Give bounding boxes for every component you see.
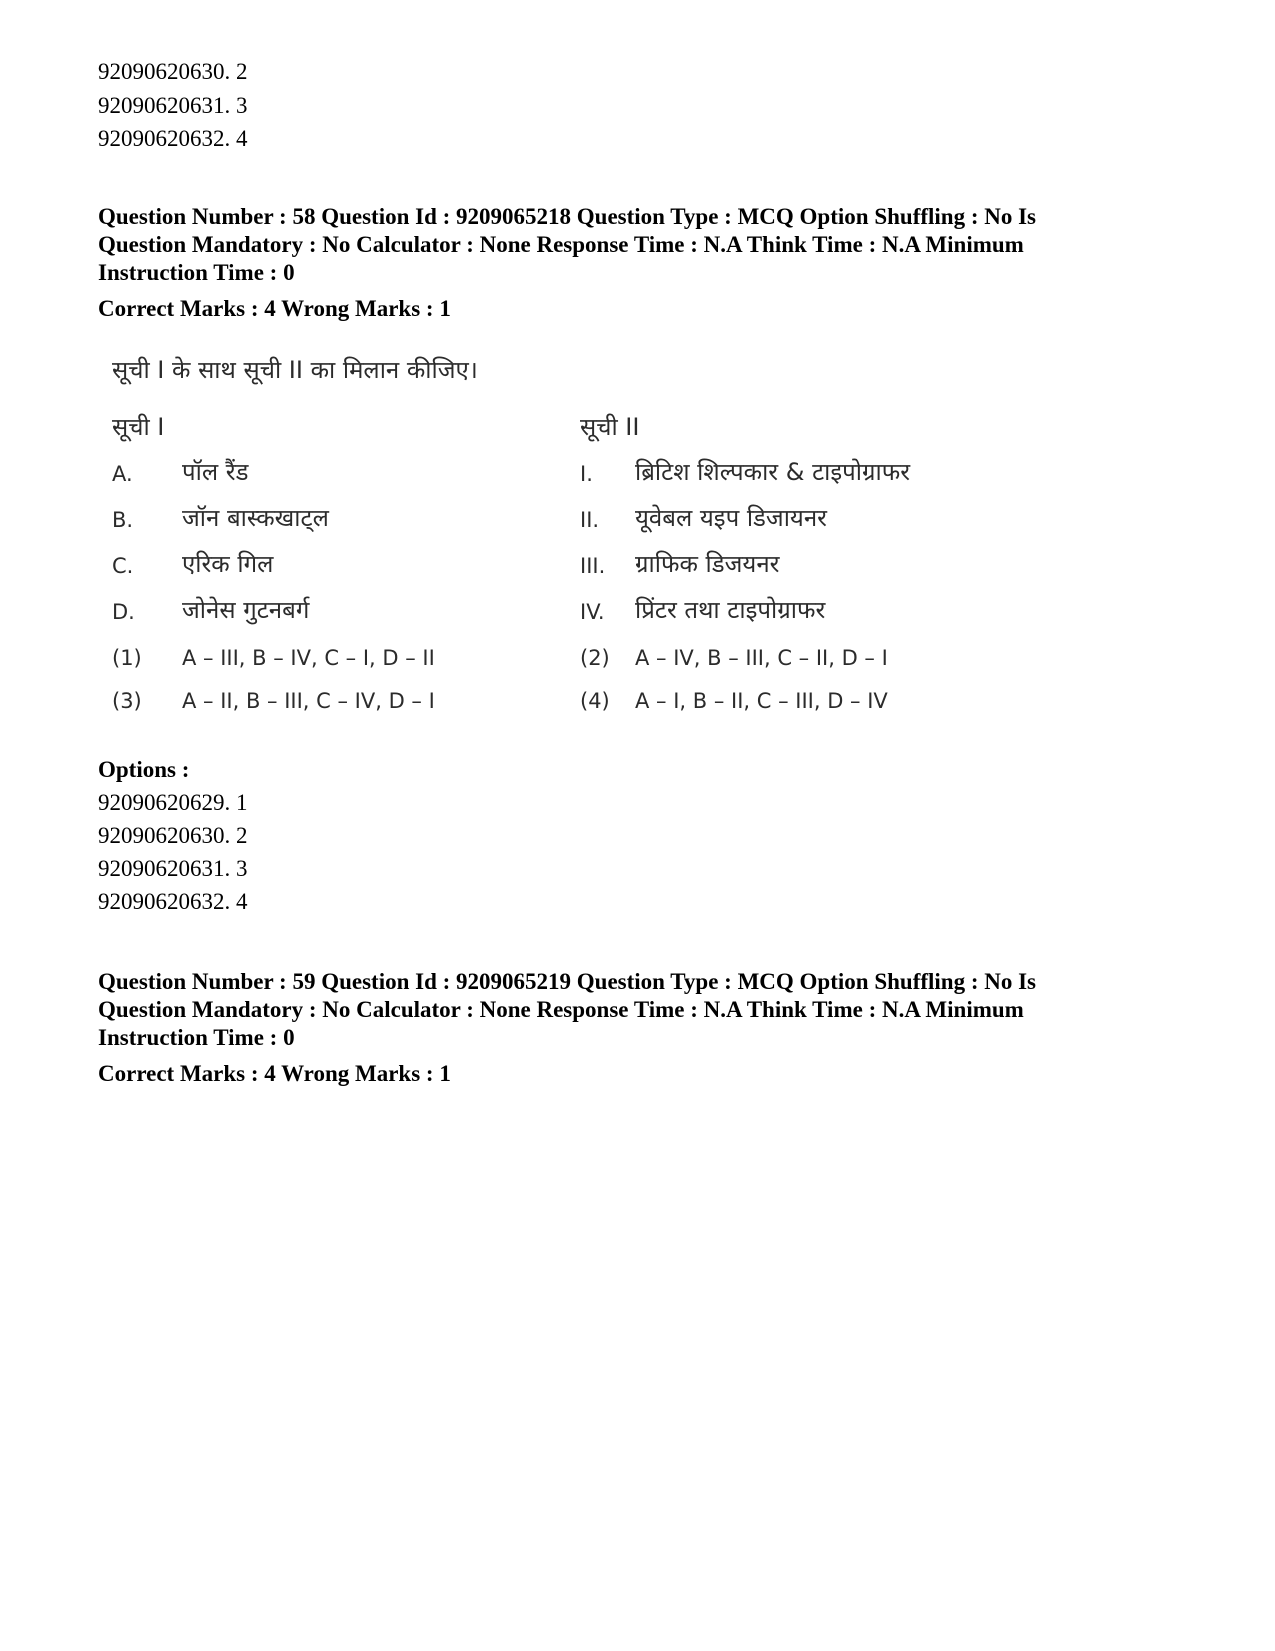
question-meta-line: Question Mandatory : No Calculator : None Response Time : N.A Think Time : N.A Minimum [98, 997, 1024, 1022]
choice-key: (4) [580, 689, 610, 713]
question-prompt: सूची I के साथ सूची II का मिलान कीजिए। [112, 356, 478, 384]
list1-key: C. [112, 554, 134, 578]
list2-text: ग्राफिक डिजयनर [635, 550, 780, 578]
question-meta-line: Instruction Time : 0 [98, 1025, 295, 1050]
choice-text: A – II, B – III, C – IV, D – I [182, 689, 435, 713]
list1-key: A. [112, 462, 133, 486]
list1-key: B. [112, 508, 134, 532]
option-line: 92090620632. 4 [98, 126, 248, 151]
choice-text: A – IV, B – III, C – II, D – I [635, 646, 888, 670]
question-58-marks: Correct Marks : 4 Wrong Marks : 1 [98, 296, 451, 321]
question-58-meta [98, 203, 1198, 287]
choice-text: A – III, B – IV, C – I, D – II [182, 646, 435, 670]
option-line: 92090620631. 3 [98, 93, 248, 118]
list2-key: II. [580, 508, 600, 532]
list2-key: I. [580, 462, 593, 486]
choice-key: (2) [580, 646, 610, 670]
question-meta-line: Question Mandatory : No Calculator : None Response Time : N.A Think Time : N.A Minimum [98, 232, 1024, 257]
list2-text: यूवेबल यइप डिजायनर [635, 504, 827, 532]
question-59-meta [98, 968, 1198, 1052]
question-meta-line: Question Number : 59 Question Id : 9209065219 Question Type : MCQ Option Shuffling : No Is [98, 969, 1037, 994]
choice-text: A – I, B – II, C – III, D – IV [635, 689, 888, 713]
list2-text: ब्रिटिश शिल्पकार & टाइपोग्राफर [635, 458, 911, 486]
options-label: Options : [98, 757, 190, 782]
list1-key: D. [112, 600, 135, 624]
question-59-marks: Correct Marks : 4 Wrong Marks : 1 [98, 1061, 451, 1086]
option-line: 92090620630. 2 [98, 823, 248, 848]
question-meta-line: Instruction Time : 0 [98, 260, 295, 285]
list2-header: सूची II [580, 413, 640, 441]
option-line: 92090620630. 2 [98, 59, 248, 84]
option-line: 92090620629. 1 [98, 790, 248, 815]
list2-key: IV. [580, 600, 605, 624]
option-line: 92090620632. 4 [98, 889, 248, 914]
choice-key: (3) [112, 689, 142, 713]
choice-key: (1) [112, 646, 142, 670]
list2-key: III. [580, 554, 606, 578]
question-58-image [112, 355, 972, 727]
list1-header: सूची I [112, 413, 165, 441]
option-line: 92090620631. 3 [98, 856, 248, 881]
list1-text: एरिक गिल [182, 550, 274, 578]
list1-text: जॉन बास्कखाट्ल [182, 504, 329, 532]
question-meta-line: Question Number : 58 Question Id : 9209065218 Question Type : MCQ Option Shuffling : No Is [98, 204, 1037, 229]
list1-text: जोनेस गुटनबर्ग [182, 596, 310, 624]
list1-text: पॉल रैंड [182, 458, 249, 486]
list2-text: प्रिंटर तथा टाइपोग्राफर [635, 596, 826, 624]
